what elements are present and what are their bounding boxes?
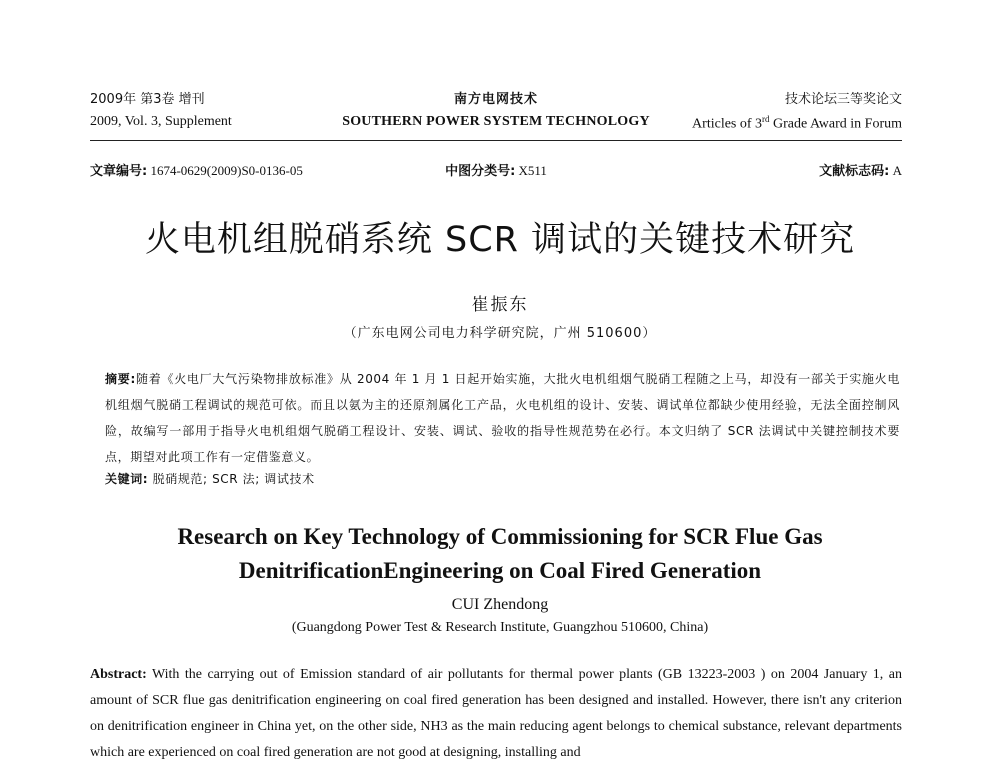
clc-value: X511 bbox=[518, 163, 547, 178]
clc-number bbox=[445, 160, 547, 179]
abstract-en-text: With the carrying out of Emission standard of air pollutants for thermal power plants (GB 13223-2003 ) on 2004 January 1, an amount of SCR flue gas denitrification engineering on coal fired generation has been designed and installed. However, there isn't any criterion on denitrification engineer in China yet, on the other side, NH3 as the main reducing agent belongs to chemical substance, relevant departments which are experienced on coal fired generation are not good at designing, installing and bbox=[90, 667, 902, 760]
article-meta bbox=[90, 160, 902, 180]
affiliation-en: (Guangdong Power Test & Research Institute, Guangzhou 510600, China) bbox=[291, 620, 709, 635]
award-note-cn: 技术论坛三等奖论文 bbox=[784, 92, 902, 107]
paper-title-en-line2: DenitrificationEngineering on Coal Fired Generation bbox=[238, 558, 762, 583]
article-number bbox=[90, 160, 303, 179]
abstract-cn-label: 摘要: bbox=[105, 372, 136, 386]
document-code bbox=[819, 160, 902, 179]
document-code-value: A bbox=[892, 163, 902, 178]
article-number-label: 文章编号: bbox=[90, 164, 148, 179]
clc-label: 中图分类号: bbox=[445, 164, 516, 179]
keywords-cn-text: 脱硝规范; SCR 法; 调试技术 bbox=[152, 472, 315, 486]
running-header-cn bbox=[90, 88, 902, 108]
journal-name-cn: 南方电网技术 bbox=[453, 92, 539, 107]
keywords-cn-label: 关键词: bbox=[105, 472, 149, 486]
running-header-en bbox=[90, 114, 902, 134]
author-cn: 崔振东 bbox=[471, 295, 529, 315]
author-en: CUI Zhendong bbox=[451, 596, 549, 613]
award-note-en bbox=[692, 114, 902, 133]
keywords-cn bbox=[105, 470, 315, 487]
award-note-suffix: Grade Award in Forum bbox=[769, 116, 902, 132]
abstract-en bbox=[90, 662, 902, 766]
abstract-cn-text: 随着《火电厂大气污染物排放标准》从 2004 年 1 月 1 日起开始实施，大批火电机组烟气脱硝工程随之上马，却没有一部关于实施火电机组烟气脱硝工程调试的规范可依。而且以氨为主的还原剂属化工产品，火电机组的设计、安装、调试单位都缺少使用经验，无法全面控制风险，故编写一部用于指导火电机组烟气脱硝工程设计、安装、调试、验收的指导性规范势在必行。本文归纳了 SCR 法调试中关键控制技术要点，期望对此项工作有一定借鉴意义。 bbox=[105, 372, 900, 464]
journal-issue-cn: 2009年 第3卷 增刊 bbox=[90, 92, 205, 107]
paper-title-en bbox=[0, 520, 1000, 588]
journal-name-en: SOUTHERN POWER SYSTEM TECHNOLOGY bbox=[342, 114, 650, 129]
header-rule bbox=[90, 140, 902, 141]
abstract-en-label: Abstract: bbox=[90, 667, 147, 682]
award-note-prefix: Articles of 3 bbox=[692, 116, 763, 132]
paper-title-cn: 火电机组脱硝系统 SCR 调试的关键技术研究 bbox=[144, 220, 856, 260]
document-code-label: 文献标志码: bbox=[819, 164, 890, 179]
journal-issue-en: 2009, Vol. 3, Supplement bbox=[90, 114, 232, 129]
award-note-sup: rd bbox=[762, 114, 770, 124]
affiliation-cn: （广东电网公司电力科学研究院，广州 510600） bbox=[343, 326, 657, 341]
abstract-cn bbox=[105, 366, 900, 470]
article-number-value: 1674-0629(2009)S0-0136-05 bbox=[150, 163, 303, 178]
paper-title-en-line1: Research on Key Technology of Commissioning for SCR Flue Gas bbox=[177, 524, 823, 549]
